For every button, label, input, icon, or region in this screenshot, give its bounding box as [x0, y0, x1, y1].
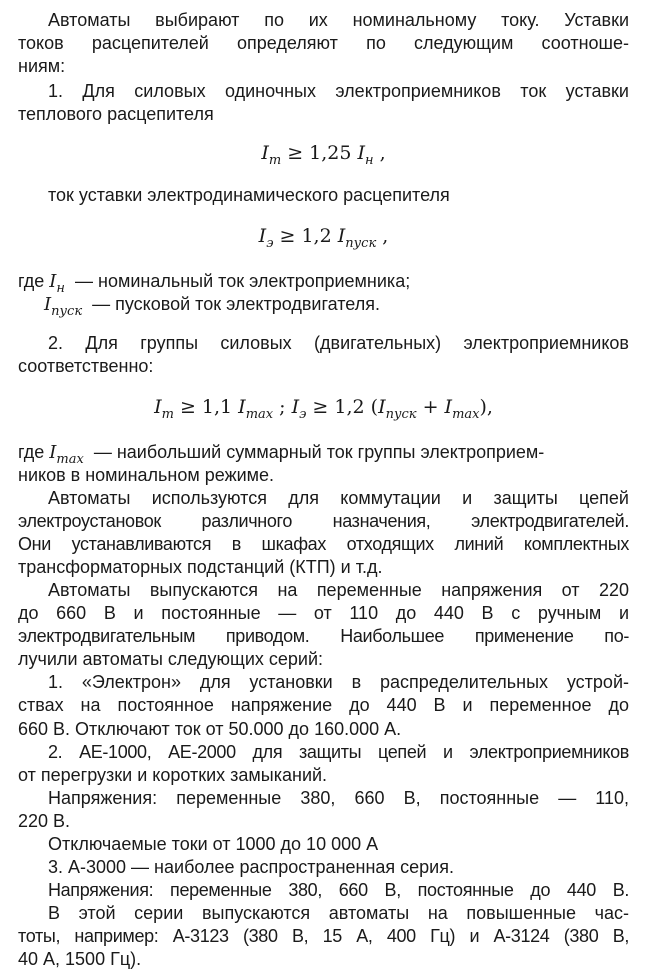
definition-line: где $I_{max}$ — наибольший суммарный ток группы электроприем- — [18, 441, 545, 467]
paragraph-line: электродвигательным приводом. Наибольшее применение по- — [18, 626, 629, 647]
paragraph-line: от перегрузки и коротких замыканий. — [18, 764, 328, 785]
paragraph-line: Автоматы используются для коммутации и защиты цепей — [48, 488, 629, 508]
paragraph-line: Напряжения: переменные 380, 660 В, постоянные до 440 В. — [48, 879, 629, 900]
paragraph-line: В этой серии выпускаются автоматы на повышенные час- — [48, 902, 629, 923]
formula-electrodynamic-setting: $I_э \ge 1,2$ $I_{пуск}$ , — [258, 224, 389, 251]
paragraph-line: ток уставки электродинамического расцепителя — [48, 185, 450, 206]
paragraph-line: 1. Для силовых одиночных электроприемников ток уставки — [48, 80, 629, 101]
paragraph-line: 1. «Электрон» для установки в распределительных устрой- — [48, 672, 629, 693]
definition-line: $I_{пуск}$ — пусковой ток электродвигателя. — [44, 294, 380, 319]
paragraph-line: ниям: — [18, 55, 66, 76]
paragraph-line: тоты, например: А-3123 (380 В, 15 А, 400 Гц) и А-3124 (380 В, — [18, 925, 629, 946]
paragraph-line: ников в номинальном режиме. — [18, 464, 275, 485]
paragraph-line: теплового расцепителя — [18, 103, 214, 124]
paragraph-line: 220 В. — [18, 810, 71, 831]
paragraph-line: лучили автоматы следующих серий: — [18, 649, 324, 670]
paragraph-line: ствах на постоянное напряжение до 440 В и переменное до — [18, 695, 629, 716]
paragraph-line: Автоматы выбирают по их номинальному току. Уставки — [48, 9, 629, 30]
paragraph-line: соответственно: — [18, 356, 154, 377]
paragraph-line: трансформаторных подстанций (КТП) и т.д. — [18, 557, 383, 578]
paragraph-line: 40 А, 1500 Гц). — [18, 949, 142, 969]
paragraph-line: Они устанавливаются в шкафах отходящих линий комплектных — [18, 534, 629, 555]
formula-thermal-setting: $I_m \ge 1,25$ $I_н$ , — [261, 142, 386, 169]
paragraph-line: до 660 В и постоянные — от 110 до 440 В с ручным и — [18, 603, 629, 624]
definition-line: где $I_н$ — номинальный ток электроприемника; — [18, 270, 411, 296]
paragraph-line: Отключаемые токи от 1000 до 10 000 А — [48, 833, 379, 854]
paragraph-line: 660 В. Отключают ток от 50.000 до 160.000 А. — [18, 718, 402, 739]
paragraph-line: 2. АЕ-1000, АЕ-2000 для защиты цепей и электроприемников — [48, 741, 629, 762]
paragraph-line: Напряжения: переменные 380, 660 В, постоянные — 110, — [48, 787, 629, 808]
paragraph-line: 2. Для группы силовых (двигательных) электроприемников — [48, 333, 629, 354]
paragraph-line: Автоматы выпускаются на переменные напряжения от 220 — [48, 580, 629, 601]
paragraph-line: 3. А-3000 — наиболее распространенная серия. — [48, 856, 454, 877]
paragraph-line: токов расцепителей определяют по следующим соотноше- — [18, 32, 629, 53]
formula-group-setting: $I_m \ge 1,1$ $I_{max}$ ; $I_э \ge 1,2$ $(I_{пуск} + I_{max})$, — [154, 395, 493, 422]
paragraph-line: электроустановок различного назначения, электродвигателей. — [18, 511, 629, 531]
